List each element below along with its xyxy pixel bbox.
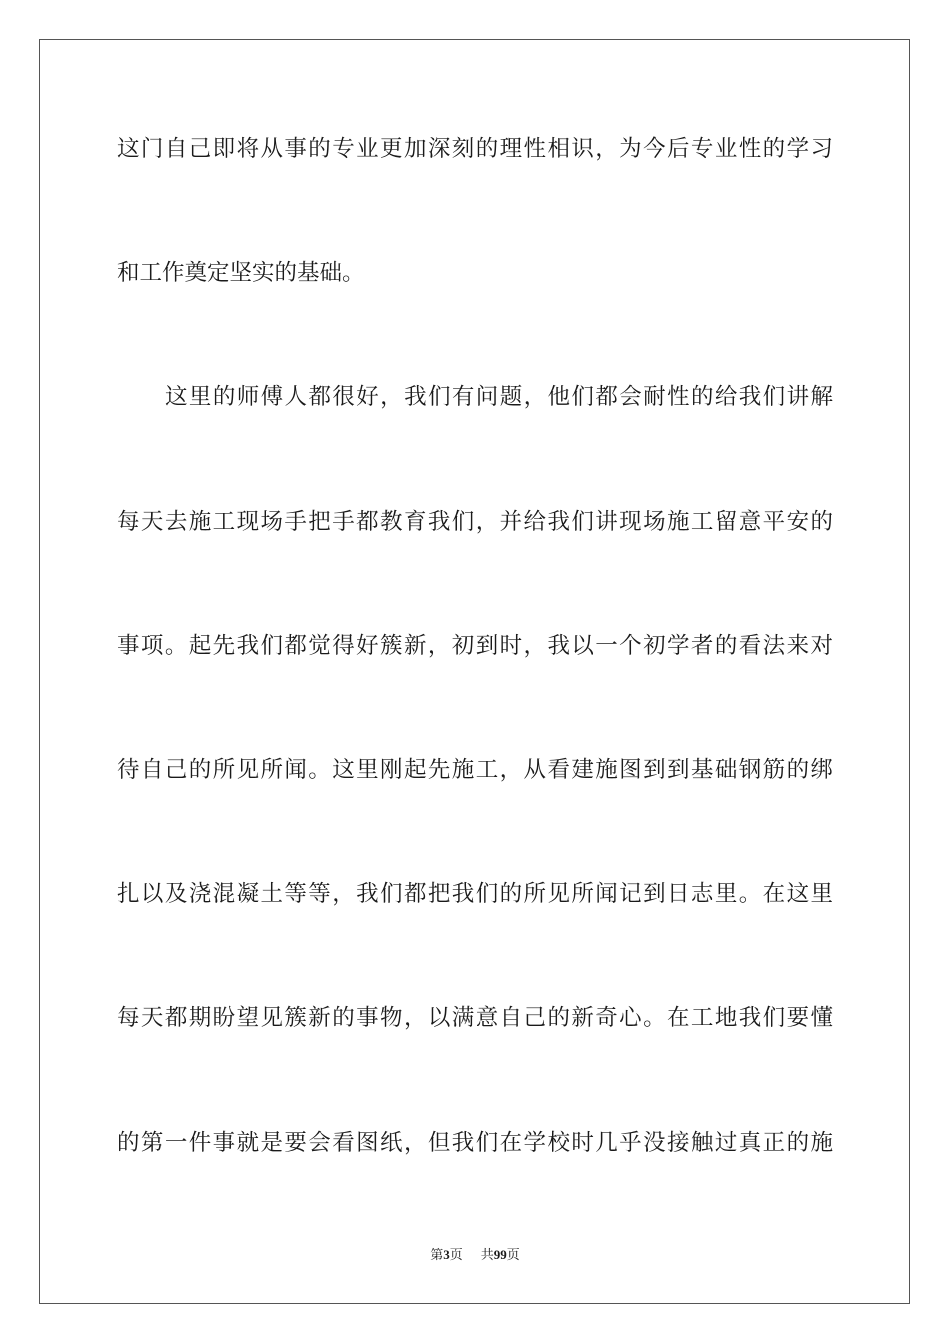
body-text-line-5: 事项。起先我们都觉得好簇新，初到时，我以一个初学者的看法来对 bbox=[117, 633, 833, 659]
body-text-line-3: 这里的师傅人都很好，我们有问题，他们都会耐性的给我们讲解 bbox=[165, 384, 833, 410]
page-footer bbox=[0, 1246, 950, 1265]
body-text-line-7: 扎以及浇混凝土等等，我们都把我们的所见所闻记到日志里。在这里 bbox=[117, 881, 833, 907]
body-text-line-2: 和工作奠定坚实的基础。 bbox=[117, 260, 365, 286]
page-prefix: 第 bbox=[430, 1248, 444, 1263]
page-border bbox=[39, 39, 910, 1304]
body-text-line-1: 这门自己即将从事的专业更加深刻的理性相识，为今后专业性的学习 bbox=[117, 136, 833, 162]
body-text-line-6: 待自己的所见所闻。这里刚起先施工，从看建施图到到基础钢筋的绑 bbox=[117, 757, 833, 783]
total-pages: 99 bbox=[493, 1247, 507, 1262]
total-prefix: 共 bbox=[480, 1248, 494, 1263]
page-number: 3 bbox=[443, 1247, 450, 1262]
page-suffix: 页 bbox=[449, 1248, 463, 1263]
total-suffix: 页 bbox=[506, 1248, 520, 1263]
body-text-line-4: 每天去施工现场手把手都教育我们，并给我们讲现场施工留意平安的 bbox=[117, 509, 833, 535]
body-text-line-9: 的第一件事就是要会看图纸，但我们在学校时几乎没接触过真正的施 bbox=[117, 1130, 833, 1156]
body-text-line-8: 每天都期盼望见簇新的事物，以满意自己的新奇心。在工地我们要懂 bbox=[117, 1005, 833, 1031]
